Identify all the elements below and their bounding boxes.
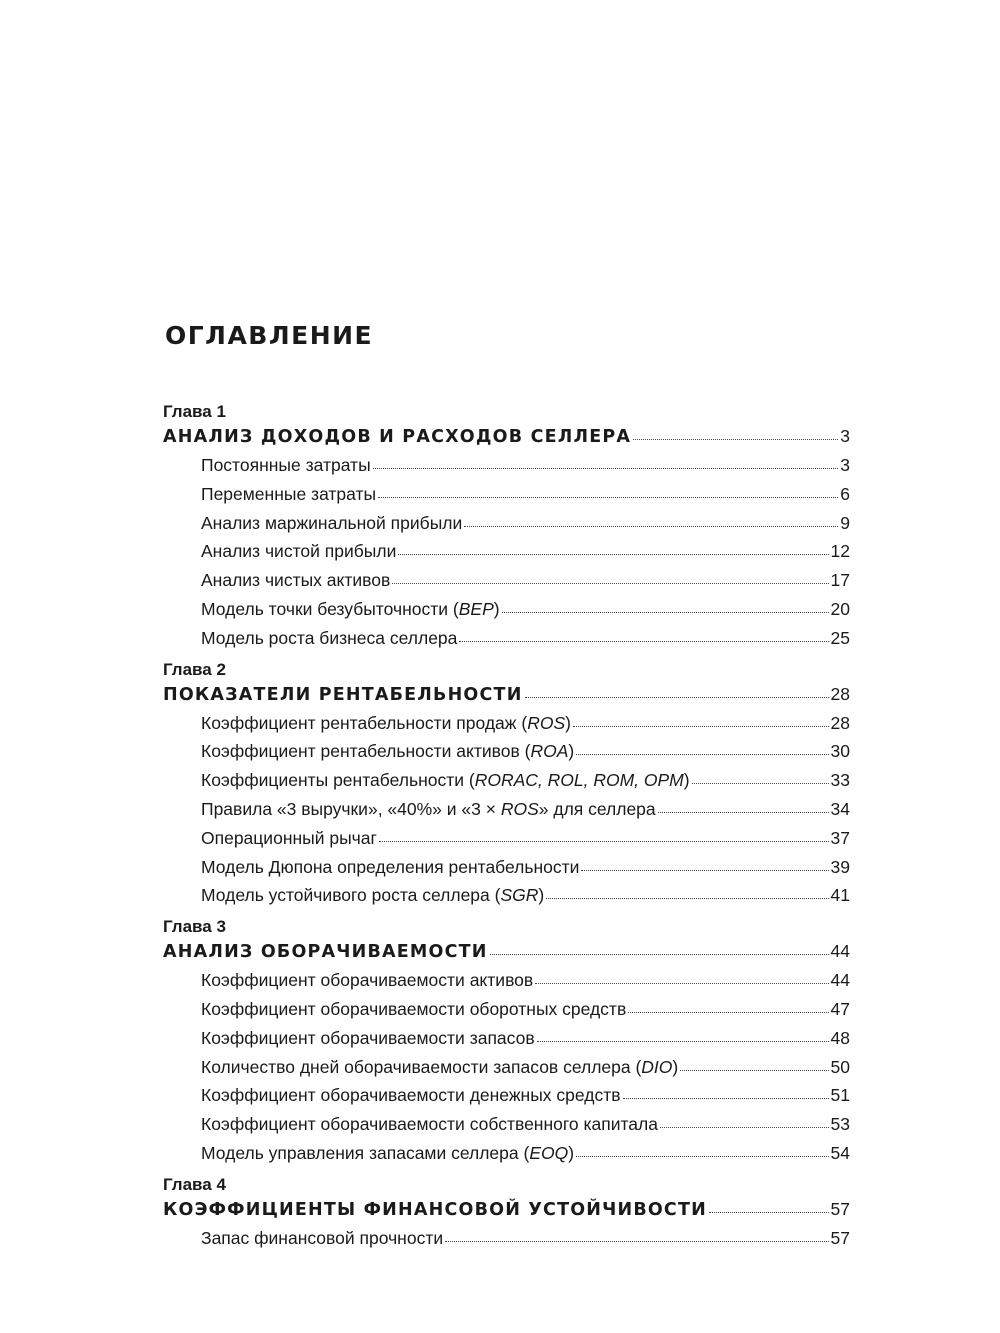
page-number: 3 bbox=[840, 426, 850, 446]
page-number: 34 bbox=[830, 798, 850, 819]
page-number: 51 bbox=[830, 1085, 850, 1106]
page-number: 28 bbox=[830, 712, 850, 733]
page-number: 33 bbox=[830, 770, 850, 791]
chapter-entry[interactable] bbox=[163, 422, 850, 451]
section-title: Коэффициент оборачиваемости денежных средств bbox=[201, 1085, 621, 1106]
section-entry[interactable] bbox=[163, 1224, 850, 1253]
section-entry[interactable] bbox=[163, 480, 850, 509]
chapter-label: Глава 4 bbox=[163, 1174, 226, 1194]
page-number: 20 bbox=[830, 598, 850, 619]
dot-leader bbox=[658, 811, 829, 813]
section-title: Анализ маржинальной прибыли bbox=[201, 512, 463, 533]
chapter-label: Глава 2 bbox=[163, 659, 226, 679]
dot-leader bbox=[576, 753, 828, 755]
section-title: Анализ чистой прибыли bbox=[201, 541, 397, 562]
dot-leader bbox=[445, 1240, 828, 1242]
dot-leader bbox=[623, 1097, 829, 1099]
table-of-contents bbox=[163, 401, 850, 1253]
chapter-title: ПОКАЗАТЕЛИ РЕНТАБЕЛЬНОСТИ bbox=[163, 684, 523, 705]
dot-leader bbox=[692, 782, 829, 784]
dot-leader bbox=[379, 840, 829, 842]
chapter-entry[interactable] bbox=[163, 680, 850, 709]
page-number: 3 bbox=[840, 455, 850, 475]
section-title: Модель точки безубыточности (BEP) bbox=[201, 598, 500, 619]
section-title: Количество дней оборачиваемости запасов селлера (DIO) bbox=[201, 1056, 679, 1077]
page-number: 44 bbox=[830, 941, 850, 962]
section-title: Модель управления запасами селлера (EOQ) bbox=[201, 1142, 575, 1163]
page-number: 9 bbox=[840, 512, 850, 533]
section-title: Постоянные затраты bbox=[201, 455, 371, 475]
section-title: Модель роста бизнеса селлера bbox=[201, 627, 458, 648]
dot-leader bbox=[576, 1155, 828, 1157]
page-number: 48 bbox=[830, 1027, 850, 1048]
section-title: Операционный рычаг bbox=[201, 827, 377, 848]
chapter-label: Глава 3 bbox=[163, 917, 226, 937]
page-title: ОГЛАВЛЕНИЕ bbox=[165, 321, 374, 350]
page-number: 37 bbox=[830, 827, 850, 848]
page-number: 44 bbox=[830, 970, 850, 991]
chapter-block-4 bbox=[163, 1174, 850, 1253]
section-entry[interactable] bbox=[163, 824, 850, 853]
section-entry[interactable] bbox=[163, 1024, 850, 1053]
dot-leader bbox=[464, 525, 838, 527]
dot-leader bbox=[459, 640, 828, 642]
section-entry[interactable] bbox=[163, 624, 850, 653]
section-title: Модель устойчивого роста селлера (SGR) bbox=[201, 885, 545, 906]
chapter-entry[interactable] bbox=[163, 937, 850, 966]
section-title: Переменные затраты bbox=[201, 483, 377, 504]
page-number: 30 bbox=[830, 741, 850, 762]
chapter-title: КОЭФФИЦИЕНТЫ ФИНАНСОВОЙ УСТОЙЧИВОСТИ bbox=[163, 1199, 707, 1220]
dot-leader bbox=[398, 553, 828, 555]
section-entry[interactable] bbox=[163, 709, 850, 738]
dot-leader bbox=[573, 725, 829, 727]
section-entry[interactable] bbox=[163, 451, 850, 480]
dot-leader bbox=[709, 1211, 829, 1213]
chapter-title: АНАЛИЗ ДОХОДОВ И РАСХОДОВ СЕЛЛЕРА bbox=[163, 427, 632, 447]
section-entry[interactable] bbox=[163, 595, 850, 624]
section-entry[interactable] bbox=[163, 566, 850, 595]
section-entry[interactable] bbox=[163, 881, 850, 910]
dot-leader bbox=[680, 1069, 828, 1071]
section-entry[interactable] bbox=[163, 509, 850, 538]
dot-leader bbox=[373, 467, 839, 469]
section-title: Коэффициент оборачиваемости собственного капитала bbox=[201, 1114, 658, 1135]
page-number: 57 bbox=[830, 1227, 850, 1248]
section-entry[interactable] bbox=[163, 537, 850, 566]
dot-leader bbox=[525, 696, 829, 698]
page-number: 57 bbox=[830, 1198, 850, 1219]
chapter-label: Глава 1 bbox=[163, 402, 226, 421]
chapter-block-1 bbox=[163, 401, 850, 653]
section-title: Правила «3 выручки», «40%» и «3 × ROS» для селлера bbox=[201, 798, 656, 819]
section-entry[interactable] bbox=[163, 966, 850, 995]
page-number: 47 bbox=[830, 998, 850, 1019]
dot-leader bbox=[628, 1011, 828, 1013]
section-entry[interactable] bbox=[163, 1053, 850, 1082]
section-title: Коэффициенты рентабельности (RORAC, ROL, ROM, OPM) bbox=[201, 770, 690, 791]
dot-leader bbox=[502, 611, 829, 613]
dot-leader bbox=[378, 496, 838, 498]
chapter-block-3 bbox=[163, 916, 850, 1168]
page-number: 28 bbox=[830, 683, 850, 704]
page-number: 6 bbox=[840, 483, 850, 504]
dot-leader bbox=[581, 869, 828, 871]
section-title: Коэффициент оборачиваемости оборотных средств bbox=[201, 998, 627, 1019]
section-entry[interactable] bbox=[163, 995, 850, 1024]
section-title: Анализ чистых активов bbox=[201, 570, 391, 591]
section-entry[interactable] bbox=[163, 1139, 850, 1168]
section-title: Коэффициент рентабельности активов (ROA) bbox=[201, 741, 575, 762]
section-title: Коэффициент рентабельности продаж (ROS) bbox=[201, 712, 571, 733]
section-title: Коэффициент оборачиваемости запасов bbox=[201, 1027, 535, 1048]
dot-leader bbox=[633, 438, 838, 440]
section-entry[interactable] bbox=[163, 737, 850, 766]
section-title: Коэффициент оборачиваемости активов bbox=[201, 970, 534, 991]
section-title: Запас финансовой прочности bbox=[201, 1227, 444, 1248]
dot-leader bbox=[490, 953, 829, 955]
page-number: 25 bbox=[830, 627, 850, 648]
dot-leader bbox=[537, 1040, 829, 1042]
chapter-block-2 bbox=[163, 659, 850, 911]
section-entry[interactable] bbox=[163, 1110, 850, 1139]
page-number: 54 bbox=[830, 1142, 850, 1163]
page-number: 50 bbox=[830, 1056, 850, 1077]
section-entry[interactable] bbox=[163, 795, 850, 824]
section-entry[interactable] bbox=[163, 1081, 850, 1110]
chapter-entry[interactable] bbox=[163, 1195, 850, 1224]
dot-leader bbox=[546, 897, 828, 899]
page-number: 41 bbox=[830, 885, 850, 906]
section-entry[interactable] bbox=[163, 853, 850, 882]
dot-leader bbox=[535, 982, 828, 984]
section-title: Модель Дюпона определения рентабельности bbox=[201, 856, 580, 877]
dot-leader bbox=[392, 582, 828, 584]
page-number: 12 bbox=[830, 541, 850, 562]
page-number: 39 bbox=[830, 856, 850, 877]
section-entry[interactable] bbox=[163, 766, 850, 795]
dot-leader bbox=[660, 1126, 829, 1128]
page-number: 17 bbox=[830, 570, 850, 591]
page-number: 53 bbox=[830, 1114, 850, 1135]
chapter-title: АНАЛИЗ ОБОРАЧИВАЕМОСТИ bbox=[163, 942, 488, 963]
